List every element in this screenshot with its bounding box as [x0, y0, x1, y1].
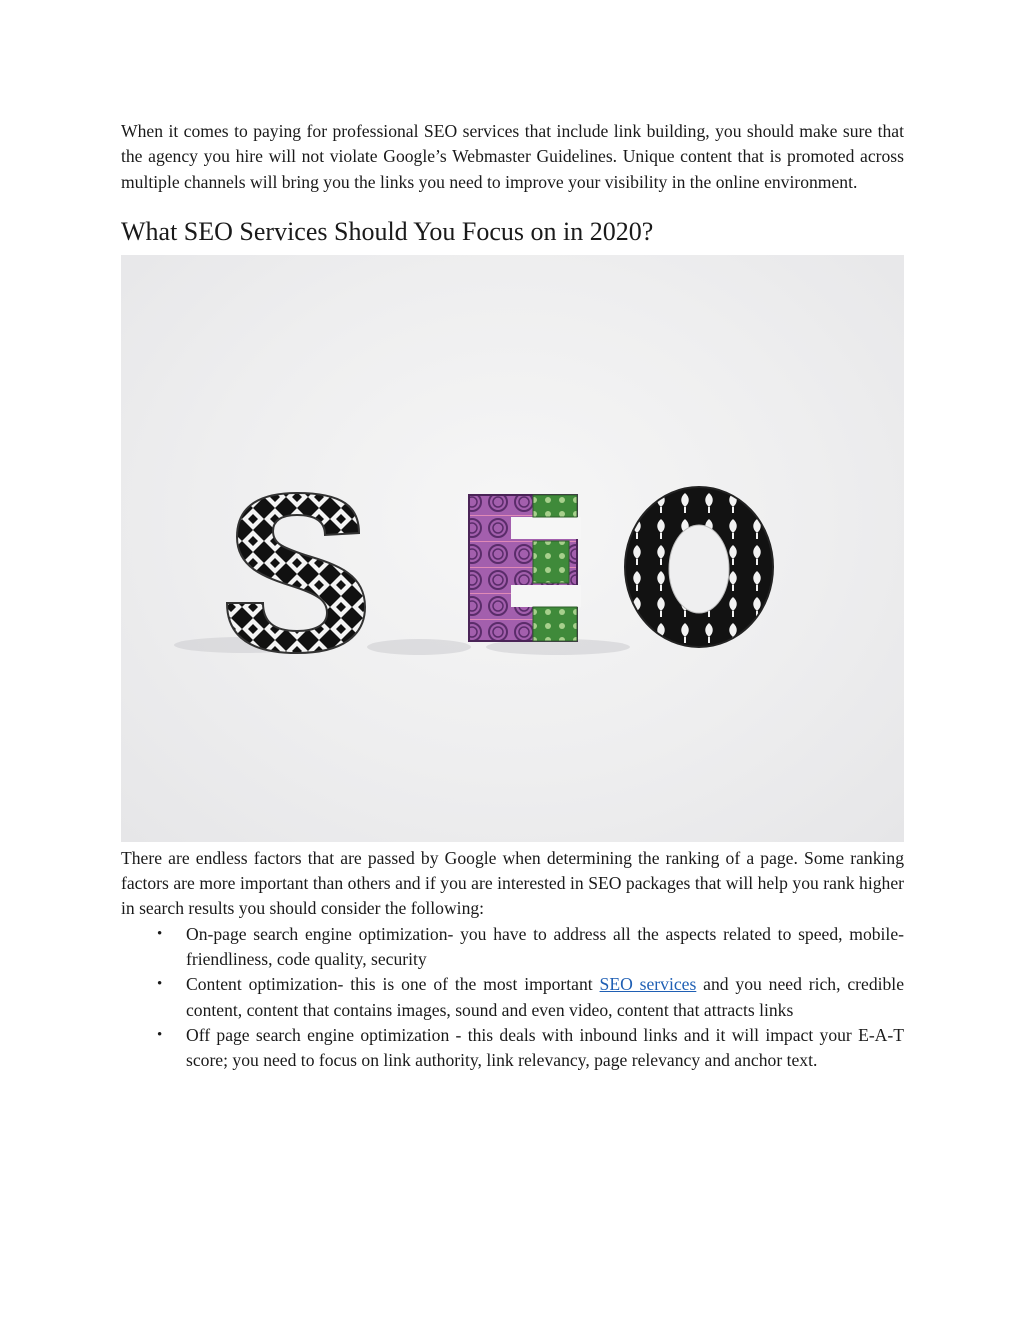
list-item-text: On-page search engine optimization- you have to address all the aspects related to speed, mobile-friendliness, code quality, security [186, 923, 904, 970]
list-item-text-after-link: and you need rich, credible content, content that contains images, sound and even video, content that attracts links [186, 974, 905, 1020]
document-page [121, 119, 904, 1074]
seo-services-link[interactable]: SEO services [599, 974, 697, 995]
letter-s-shape [227, 493, 365, 653]
list-item [121, 972, 904, 1023]
section-heading: What SEO Services Should You Focus on in 2020? [121, 216, 654, 246]
list-item-text: Off page search engine optimization - this deals with inbound links and it will impact your E-A-T score; you need to focus on link authority, link relevancy, page relevancy and anchor text. [186, 1024, 904, 1071]
list-item-text-before-link: Content optimization- this is one of the most important [186, 974, 600, 995]
list-item [121, 1023, 904, 1074]
bullet-icon: • [157, 925, 163, 942]
factor-list [121, 922, 904, 1074]
letter-e-shape [469, 495, 581, 641]
bullet-icon: • [157, 1026, 163, 1043]
letter-o-shape [625, 487, 773, 647]
bullet-icon: • [157, 976, 163, 993]
body-paragraph: There are endless factors that are passed by Google when determining the ranking of a page. Some ranking factors are more important than others and if you are interested in SEO packages that will help you rank higher in search results you should consider the following: [121, 847, 904, 919]
seo-letters-image [121, 255, 904, 842]
list-item [121, 922, 904, 973]
intro-paragraph: When it comes to paying for professional SEO services that include link building, you should make sure that the agency you hire will not violate Google’s Webmaster Guidelines. Unique content that is promoted across multiple channels will bring you the links you need to improve your visibility in the online environment. [121, 121, 904, 192]
